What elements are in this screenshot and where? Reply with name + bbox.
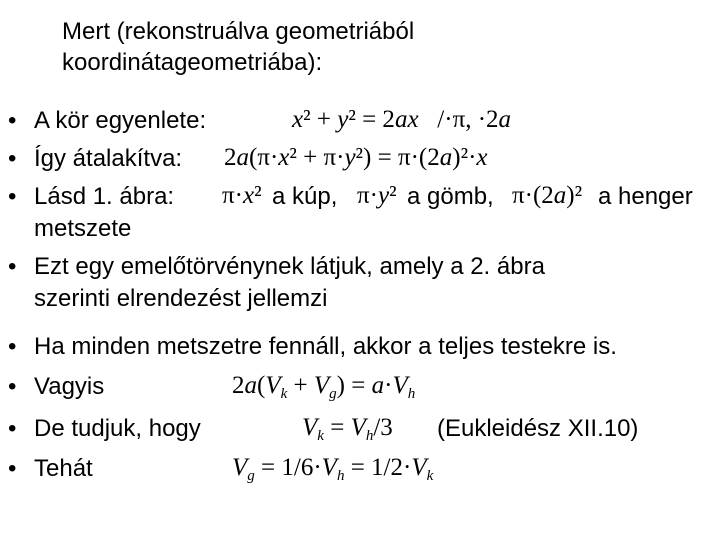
item-3-cylinder-label: a henger	[598, 183, 693, 210]
title-line-2: koordinátageometriába):	[62, 49, 323, 76]
circle-equation: x² + y² = 2ax /·π, ·2a	[292, 106, 512, 133]
bullet-6: •	[8, 373, 17, 400]
cylinder-term: π·(2a)²	[512, 182, 583, 209]
cone-volume-equation: $V_k = V_h/3$	[302, 414, 393, 444]
item-4-text: Ezt egy emelőtörvénynek látjuk, amely a 2. ábra	[34, 253, 545, 280]
item-3-continuation: metszete	[34, 215, 132, 242]
item-7-text: De tudjuk, hogy	[34, 415, 201, 442]
item-5-text: Ha minden metszetre fennáll, akkor a teljes testekre is.	[34, 333, 617, 360]
euclid-reference: (Eukleidész XII.10)	[437, 415, 639, 442]
bullet-8: •	[8, 455, 17, 482]
item-3-cone-label: a kúp,	[272, 183, 338, 210]
bullet-4: •	[8, 253, 17, 280]
bullet-2: •	[8, 145, 17, 172]
bullet-3: •	[8, 183, 17, 210]
slide-title	[62, 16, 414, 78]
item-3-sphere-label: a gömb,	[407, 183, 494, 210]
volume-equation: $2a(V_k + V_g) = a\cdot V_h$	[232, 372, 416, 402]
title-line-1: Mert (rekonstruálva geometriából	[62, 18, 415, 45]
cone-term: π·x²	[222, 182, 262, 209]
item-8-text: Tehát	[34, 455, 93, 482]
transformed-equation: 2a(π·x² + π·y²) = π·(2a)²·x	[224, 144, 488, 171]
item-6-text: Vagyis	[34, 373, 105, 400]
bullet-1: •	[8, 107, 17, 134]
sphere-volume-result: $V_g = 1/6\cdot V_h = 1/2\cdot V_k$	[232, 454, 434, 484]
sphere-term: π·y²	[357, 182, 397, 209]
bullet-7: •	[8, 415, 17, 442]
item-2-text: Így átalakítva:	[34, 145, 183, 172]
item-4-continuation: szerinti elrendezést jellemzi	[34, 285, 328, 312]
item-1-text: A kör egyenlete:	[34, 107, 207, 134]
item-3-text: Lásd 1. ábra:	[34, 183, 175, 210]
bullet-5: •	[8, 333, 17, 360]
